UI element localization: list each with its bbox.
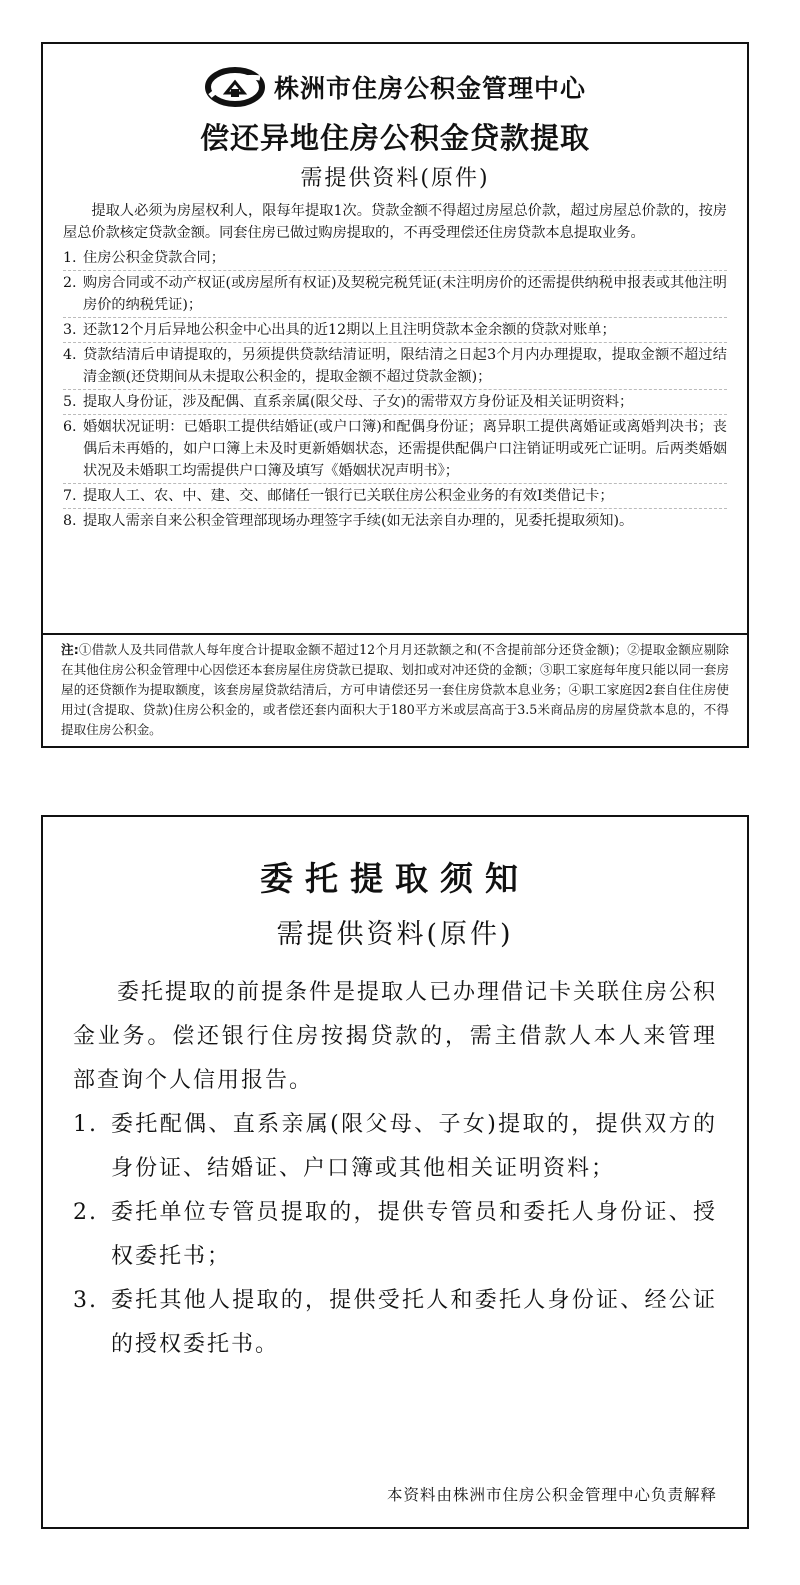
item-text: 购房合同或不动产权证(或房屋所有权证)及契税完税凭证(未注明房价的还需提供纳税申报表或其他注明房价的纳税凭证)；	[83, 275, 727, 313]
list-item	[73, 1279, 717, 1367]
item-text: 婚姻状况证明：已婚职工提供结婚证(或户口簿)和配偶身份证；离异职工提供离婚证或离婚判决书；丧偶后未再婚的，如户口簿上未及时更新婚姻状态，还需提供配偶户口注销证明或死亡证明。后两类婚姻状况及未婚职工均需提供户口簿及填写《婚姻状况声明书》；	[83, 419, 727, 479]
item-text: 委托其他人提取的，提供受托人和委托人身份证、经公证的授权委托书。	[111, 1288, 717, 1357]
list-item	[63, 414, 727, 483]
item-number: 2.	[73, 1200, 98, 1225]
withdrawal-requirements-card	[41, 42, 749, 748]
list-item	[63, 270, 727, 317]
list-item	[63, 389, 727, 414]
intro-paragraph: 委托提取的前提条件是提取人已办理借记卡关联住房公积金业务。偿还银行住房按揭贷款的，需主借款人本人来管理部查询个人信用报告。	[73, 980, 718, 1093]
requirements-list	[63, 246, 727, 533]
list-item	[63, 317, 727, 342]
card-title: 偿还异地住房公积金贷款提取	[199, 121, 590, 155]
item-text: 提取人需亲自来公积金管理部现场办理签字手续(如无法亲自办理的，见委托提取须知)。	[83, 513, 634, 529]
card-title: 委托提取须知	[260, 859, 530, 898]
item-number: 3.	[63, 322, 77, 338]
item-number: 1.	[63, 250, 77, 266]
footer-note: 本资料由株洲市住房公积金管理中心负责解释	[386, 1486, 717, 1504]
item-number: 8.	[63, 513, 77, 529]
list-item	[63, 508, 727, 533]
list-item	[63, 342, 727, 389]
card-subtitle: 需提供资料(原件)	[276, 919, 514, 950]
item-number: 2.	[63, 275, 77, 291]
item-text: 还款12个月后异地公积金中心出具的近12期以上且注明贷款本金余额的贷款对账单；	[83, 322, 616, 338]
requirements-list	[73, 1103, 717, 1367]
item-number: 3.	[73, 1288, 98, 1313]
item-number: 7.	[63, 488, 77, 504]
list-item	[63, 246, 727, 270]
item-text: 住房公积金贷款合同；	[83, 250, 225, 266]
item-number: 6.	[63, 419, 77, 435]
org-name: 株洲市住房公积金管理中心	[273, 74, 586, 103]
item-text: 提取人工、农、中、建、交、邮储任一银行已关联住房公积金业务的有效Ⅰ类借记卡；	[83, 488, 614, 504]
list-item	[63, 483, 727, 508]
delegated-withdrawal-card	[41, 815, 749, 1529]
card-subtitle: 需提供资料(原件)	[300, 166, 490, 191]
intro-paragraph: 提取人必须为房屋权利人，限每年提取1次。贷款金额不得超过房屋总价款，超过房屋总价款的，按房屋总价款核定贷款金额。同套住房已做过购房提取的，不再受理偿还住房贷款本息提取业务。	[63, 203, 727, 241]
notes-section	[43, 633, 747, 746]
housing-fund-logo-icon	[204, 66, 266, 108]
item-number: 5.	[63, 394, 77, 410]
item-text: 提取人身份证，涉及配偶、直系亲属(限父母、子女)的需带双方身份证及相关证明资料；	[83, 394, 634, 410]
item-number: 4.	[63, 347, 77, 363]
item-text: 委托配偶、直系亲属(限父母、子女)提取的，提供双方的身份证、结婚证、户口簿或其他相关证明资料；	[111, 1112, 717, 1181]
item-number: 1.	[73, 1112, 98, 1137]
org-header	[43, 64, 747, 110]
item-text: 委托单位专管员提取的，提供专管员和委托人身份证、授权委托书；	[111, 1200, 717, 1269]
item-text: 贷款结清后申请提取的，另须提供贷款结清证明，限结清之日起3个月内办理提取，提取金额不超过结清金额(还贷期间从未提取公积金的，提取金额不超过贷款金额)；	[83, 347, 727, 385]
list-item	[73, 1191, 717, 1279]
note-text: ①借款人及共同借款人每年度合计提取金额不超过12个月月还款额之和(不含提前部分还贷金额)；②提取金额应剔除在其他住房公积金管理中心因偿还本套房屋住房贷款已提取、划扣或对冲还贷的金额；③职工家庭每年度只能以同一套房屋的还贷额作为提取额度，该套房屋贷款结清后，方可申请偿还另一套住房贷款本息业务；④职工家庭因2套自住住房使用过(含提取、贷款)住房公积金的，或者偿还套内面积大于180平方米或层高高于3.5米商品房的房屋贷款本息的，不得提取住房公积金。	[61, 642, 729, 737]
note-label: 注:	[61, 642, 79, 657]
list-item	[73, 1103, 717, 1191]
